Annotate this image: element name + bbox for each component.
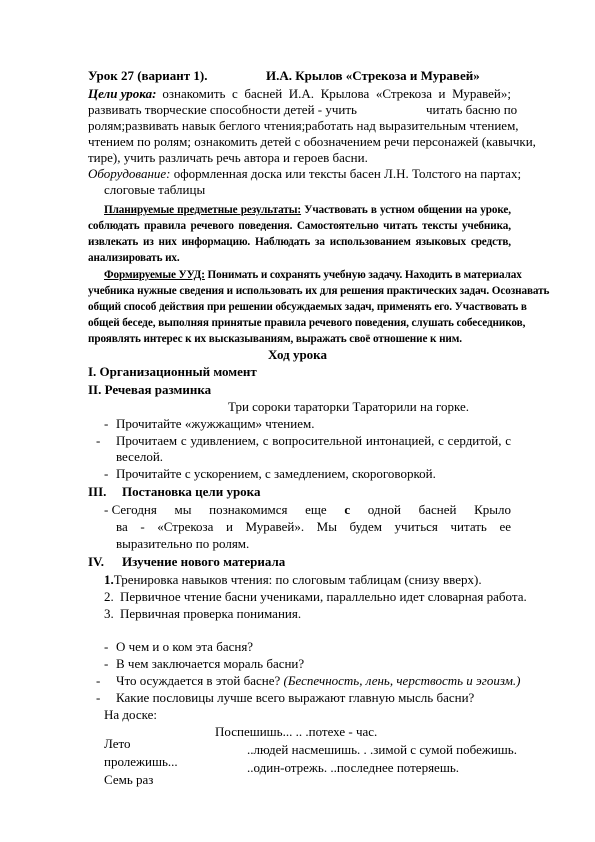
equipment-line-1 bbox=[88, 166, 521, 182]
equipment-text-1: оформленная доска или тексты басен Л.Н. Толстого на партах; bbox=[173, 166, 522, 181]
uud-line-5: проявлять интерес к их высказываниям, выражать своё отношение к ним. bbox=[88, 333, 462, 345]
list-dash: - bbox=[104, 416, 109, 431]
section-2-title: II. Речевая разминка bbox=[88, 382, 212, 397]
list-item-continued: веселой. bbox=[116, 449, 164, 464]
question-item: Какие пословицы лучше всего выражают главную мысль басни? bbox=[116, 690, 475, 705]
word: Мы bbox=[316, 519, 337, 534]
list-item: Прочитаем с удивлением, с вопросительной интонацией, с сердитой, с bbox=[116, 433, 511, 448]
section-4-number: IV. bbox=[88, 554, 105, 569]
board-left-3: Семь раз bbox=[104, 772, 154, 787]
word: Крыло bbox=[474, 502, 511, 517]
numbered-item bbox=[104, 606, 301, 622]
lesson-topic: И.А. Крылов «Стрекоза и Муравей» bbox=[266, 68, 480, 83]
word: и bbox=[226, 519, 233, 534]
word: еще bbox=[305, 502, 327, 517]
list-item: Прочитайте с ускорением, с замедлением, скороговоркой. bbox=[116, 466, 436, 481]
subject-results-line-3: извлекать из них информацию. Наблюдать за использованием языковых средств, bbox=[88, 236, 511, 248]
subject-results-line-4: анализировать их. bbox=[88, 252, 180, 264]
question-text: Что осуждается в этой басне? bbox=[116, 673, 281, 688]
goals-line-5: тире), учить различать речь автора и героев басни. bbox=[88, 150, 368, 165]
subject-results-line-1 bbox=[104, 202, 511, 218]
goals-line-2b: читать басню по bbox=[426, 102, 518, 117]
board-label: На доске: bbox=[104, 707, 157, 722]
board-right-3: ..один-отрежь. ..последнее потеряешь. bbox=[247, 760, 460, 775]
uud-line-1 bbox=[104, 267, 522, 283]
equipment-line-2: слоговые таблицы bbox=[104, 182, 206, 197]
question-item: О чем и о ком эта басня? bbox=[116, 639, 254, 654]
uud-text-1: Понимать и сохранять учебную задачу. Находить в материалах bbox=[207, 269, 522, 281]
goals-line-2a: развивать творческие способности детей - учить bbox=[88, 102, 357, 117]
uud-label: Формируемые УУД: bbox=[104, 269, 205, 281]
tongue-twister: Три сороки тараторки Тараторили на горке. bbox=[228, 399, 470, 414]
uud-line-2: учебника нужные сведения и использовать их для решения практических задач. Осознавать bbox=[88, 285, 550, 297]
subject-results-label: Планируемые предметные результаты: bbox=[104, 204, 302, 216]
item-text: Первичная проверка понимания. bbox=[120, 606, 302, 621]
lesson-number: Урок 27 (вариант 1). bbox=[88, 68, 208, 83]
board-left-2: пролежишь... bbox=[104, 754, 178, 769]
word: Муравей». bbox=[245, 519, 305, 534]
uud-line-4: общей беседе, выполняя принятые правила речевого поведения, слушать собеседников, bbox=[88, 317, 526, 329]
item-number: 2. bbox=[104, 589, 114, 604]
numbered-item bbox=[104, 572, 482, 588]
board-left-1: Лето bbox=[104, 736, 131, 751]
list-item: Прочитайте «жужжащим» чтением. bbox=[116, 416, 315, 431]
word: мы bbox=[174, 502, 192, 517]
section-3-line-2 bbox=[116, 519, 511, 535]
goals-label: Цели урока: bbox=[88, 86, 157, 101]
word: будем bbox=[349, 519, 382, 534]
goals-text-1: ознакомить с басней И.А. Крылова «Стрекоза и Муравей»; bbox=[162, 86, 511, 101]
item-text: Тренировка навыков чтения: по слоговым таблицам (снизу вверх). bbox=[113, 572, 482, 587]
course-title: Ход урока bbox=[268, 347, 327, 362]
section-3-title: Постановка цели урока bbox=[122, 484, 261, 499]
word: одной bbox=[367, 502, 401, 517]
section-1-title: I. Организационный момент bbox=[88, 364, 257, 379]
numbered-item bbox=[104, 589, 527, 605]
section-3-line-1 bbox=[104, 502, 511, 518]
item-number: 3. bbox=[104, 606, 114, 621]
equipment-label: Оборудование: bbox=[88, 166, 171, 181]
list-dash: - bbox=[96, 690, 101, 705]
section-3-line-3: выразительно по ролям. bbox=[116, 536, 250, 551]
word: ее bbox=[499, 519, 511, 534]
word: «Стрекоза bbox=[157, 519, 214, 534]
item-text: Первичное чтение басни учениками, параллельно идет словарная работа. bbox=[120, 589, 527, 604]
list-dash: - bbox=[96, 433, 101, 448]
section-3-number: III. bbox=[88, 484, 107, 499]
word: - Сегодня bbox=[104, 502, 157, 517]
board-right-2: ..людей насмешишь. . .зимой с сумой побежишь. bbox=[247, 742, 517, 757]
uud-line-3: общий способ действия при решении обсуждаемых задач, применять его. Участвовать в bbox=[88, 301, 527, 313]
answer-hint: (Беспечность, лень, черствость и эгоизм.) bbox=[283, 673, 521, 688]
word: учиться bbox=[394, 519, 438, 534]
section-4-title: Изучение нового материала bbox=[122, 554, 286, 569]
list-dash: - bbox=[96, 673, 101, 688]
word: басней bbox=[418, 502, 457, 517]
goals-line-4: чтением по ролям; ознакомить детей с обозначением речи персонажей (кавычки, bbox=[88, 134, 536, 149]
word: познакомимся bbox=[209, 502, 288, 517]
item-number: 1. bbox=[104, 572, 114, 587]
subject-results-text-1: Участвовать в устном общении на уроке, bbox=[304, 204, 511, 216]
list-dash: - bbox=[104, 639, 109, 654]
word: с bbox=[344, 502, 351, 517]
word: - bbox=[140, 519, 145, 534]
subject-results-line-2: соблюдать правила речевого поведения. Самостоятельно читать тексты учебника, bbox=[88, 220, 511, 232]
goals-line-3: ролям;развивать навык беглого чтения;работать над выразительным чтением, bbox=[88, 118, 519, 133]
word: ва bbox=[116, 519, 128, 534]
question-item: В чем заключается мораль басни? bbox=[116, 656, 305, 671]
board-right-1: Поспешишь... .. .потехе - час. bbox=[215, 724, 378, 739]
question-item bbox=[116, 673, 520, 689]
list-dash: - bbox=[104, 466, 109, 481]
goals-line-1 bbox=[88, 86, 511, 102]
word: читать bbox=[450, 519, 487, 534]
list-dash: - bbox=[104, 656, 109, 671]
